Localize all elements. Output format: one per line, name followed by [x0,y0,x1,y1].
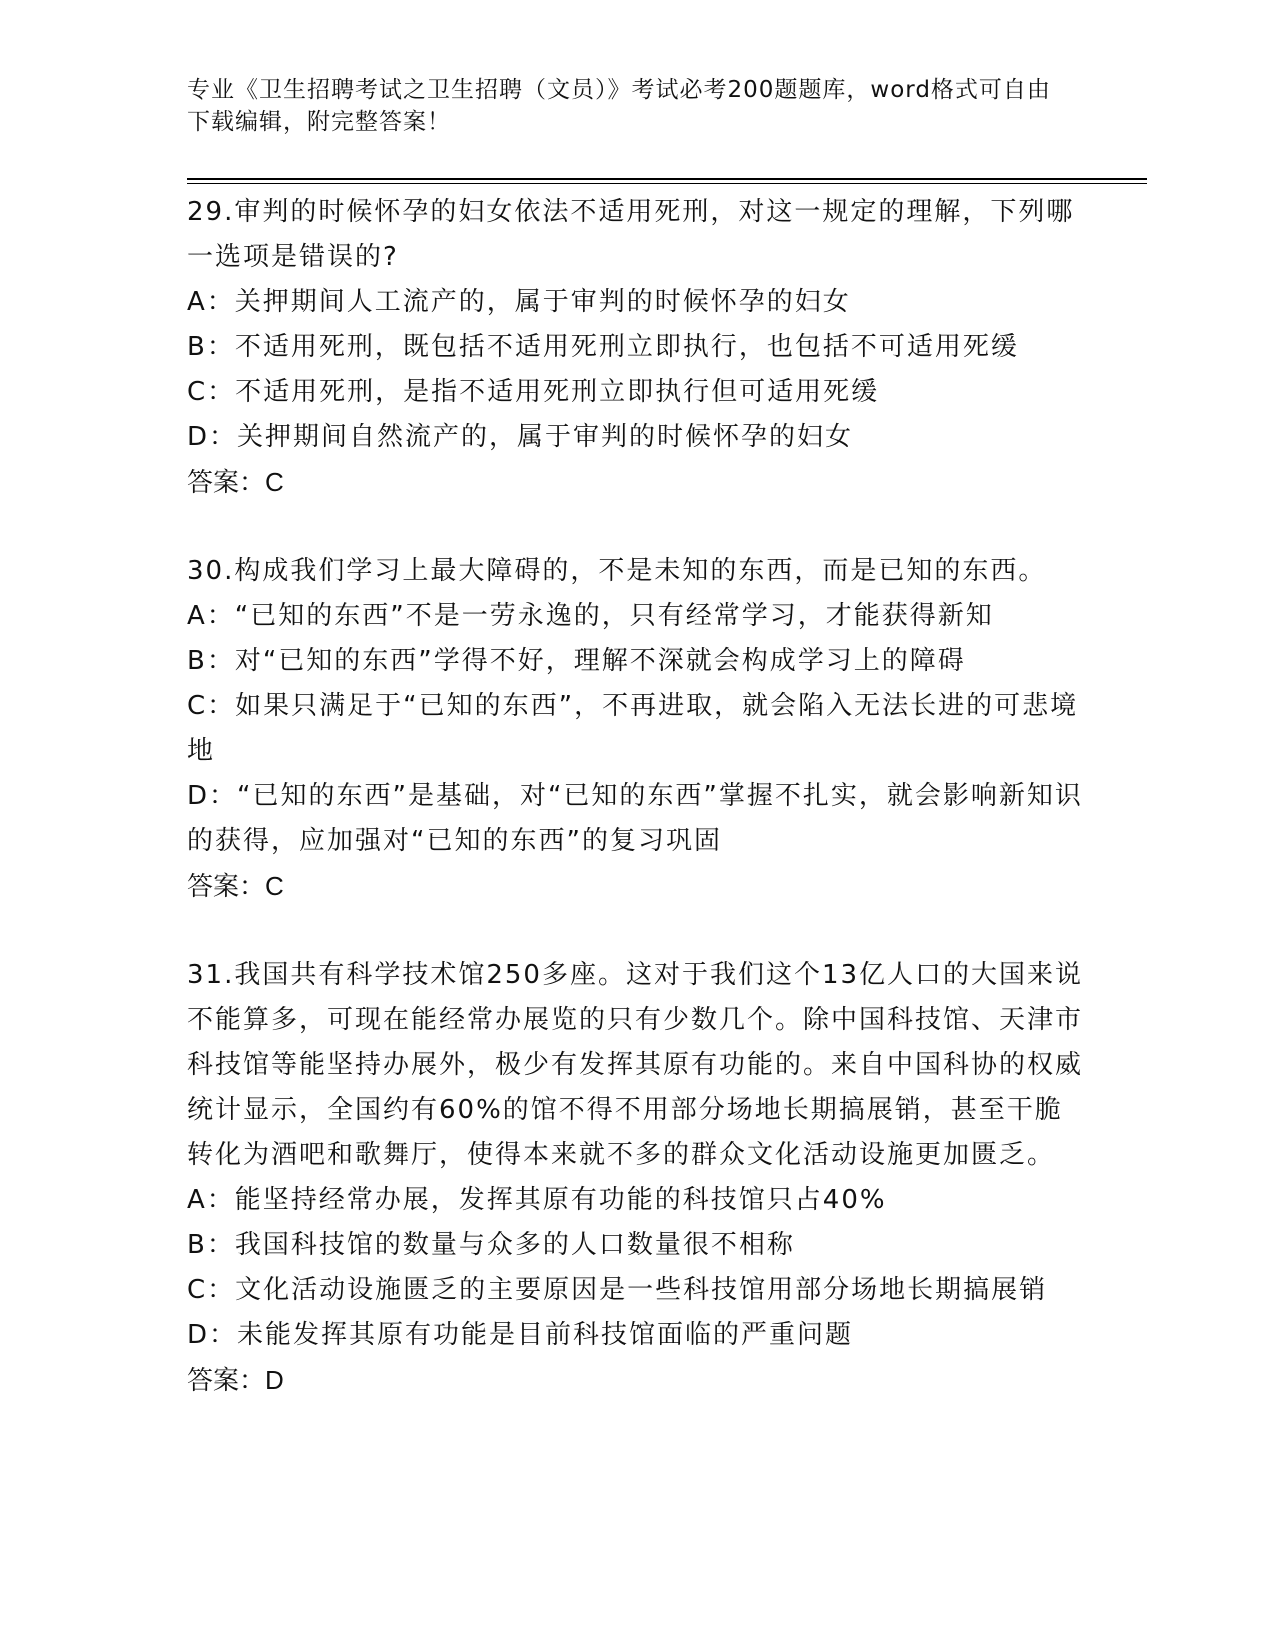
header-text: 专业《卫生招聘考试之卫生招聘（文员）》考试必考200题题库，word格式可自由下载编辑，附完整答案！ [187,77,1051,135]
option-d: D：关押期间自然流产的，属于审判的时候怀孕的妇女 [187,422,854,452]
option-d: D：未能发挥其原有功能是目前科技馆面临的严重问题 [187,1320,854,1350]
answer-text: 答案：C [187,871,284,901]
question-text: 29.审判的时候怀孕的妇女依法不适用死刑，对这一规定的理解，下列哪一选项是错误的? [187,197,1075,272]
document-header [187,74,1067,138]
header-rule-thin [187,183,1147,184]
option-b: B：不适用死刑，既包括不适用死刑立即执行，也包括不可适用死缓 [187,332,1019,362]
answer-text: 答案：C [187,467,284,497]
option-d: D：“已知的东西”是基础，对“已知的东西”掌握不扎实，就会影响新知识的获得，应加强对“已知的东西”的复习巩固 [187,781,1083,856]
option-c: C：如果只满足于“已知的东西”，不再进取，就会陷入无法长进的可悲境地 [187,691,1079,766]
option-a: A：关押期间人工流产的，属于审判的时候怀孕的妇女 [187,287,851,317]
option-a: A：能坚持经常办展，发挥其原有功能的科技馆只占40% [187,1185,887,1215]
question-text: 30.构成我们学习上最大障碍的，不是未知的东西，而是已知的东西。 [187,556,1047,586]
option-a: A：“已知的东西”不是一劳永逸的，只有经常学习，才能获得新知 [187,601,994,631]
question-text: 31.我国共有科学技术馆250多座。这对于我们这个13亿人口的大国来说不能算多，可现在能经常办展览的只有少数几个。除中国科技馆、天津市科技馆等能坚持办展外，极少有发挥其原有功能的。来自中国科协的权威统计显示，全国约有60%的馆不得不用部分场地长期搞展销，甚至干脆转化为酒吧和歌舞厅，使得本来就不多的群众文化活动设施更加匮乏。 [187,960,1084,1170]
option-c: C：文化活动设施匮乏的主要原因是一些科技馆用部分场地长期搞展销 [187,1275,1048,1305]
question-29 [187,190,1087,505]
question-31 [187,953,1087,1403]
option-b: B：我国科技馆的数量与众多的人口数量很不相称 [187,1230,795,1260]
answer-text: 答案：D [187,1365,284,1395]
question-30 [187,549,1087,909]
spacer [187,909,1087,953]
option-b: B：对“已知的东西”学得不好，理解不深就会构成学习上的障碍 [187,646,966,676]
header-rule-thick [187,178,1147,180]
option-c: C：不适用死刑，是指不适用死刑立即执行但可适用死缓 [187,377,880,407]
spacer [187,505,1087,549]
question-list [187,190,1087,1403]
